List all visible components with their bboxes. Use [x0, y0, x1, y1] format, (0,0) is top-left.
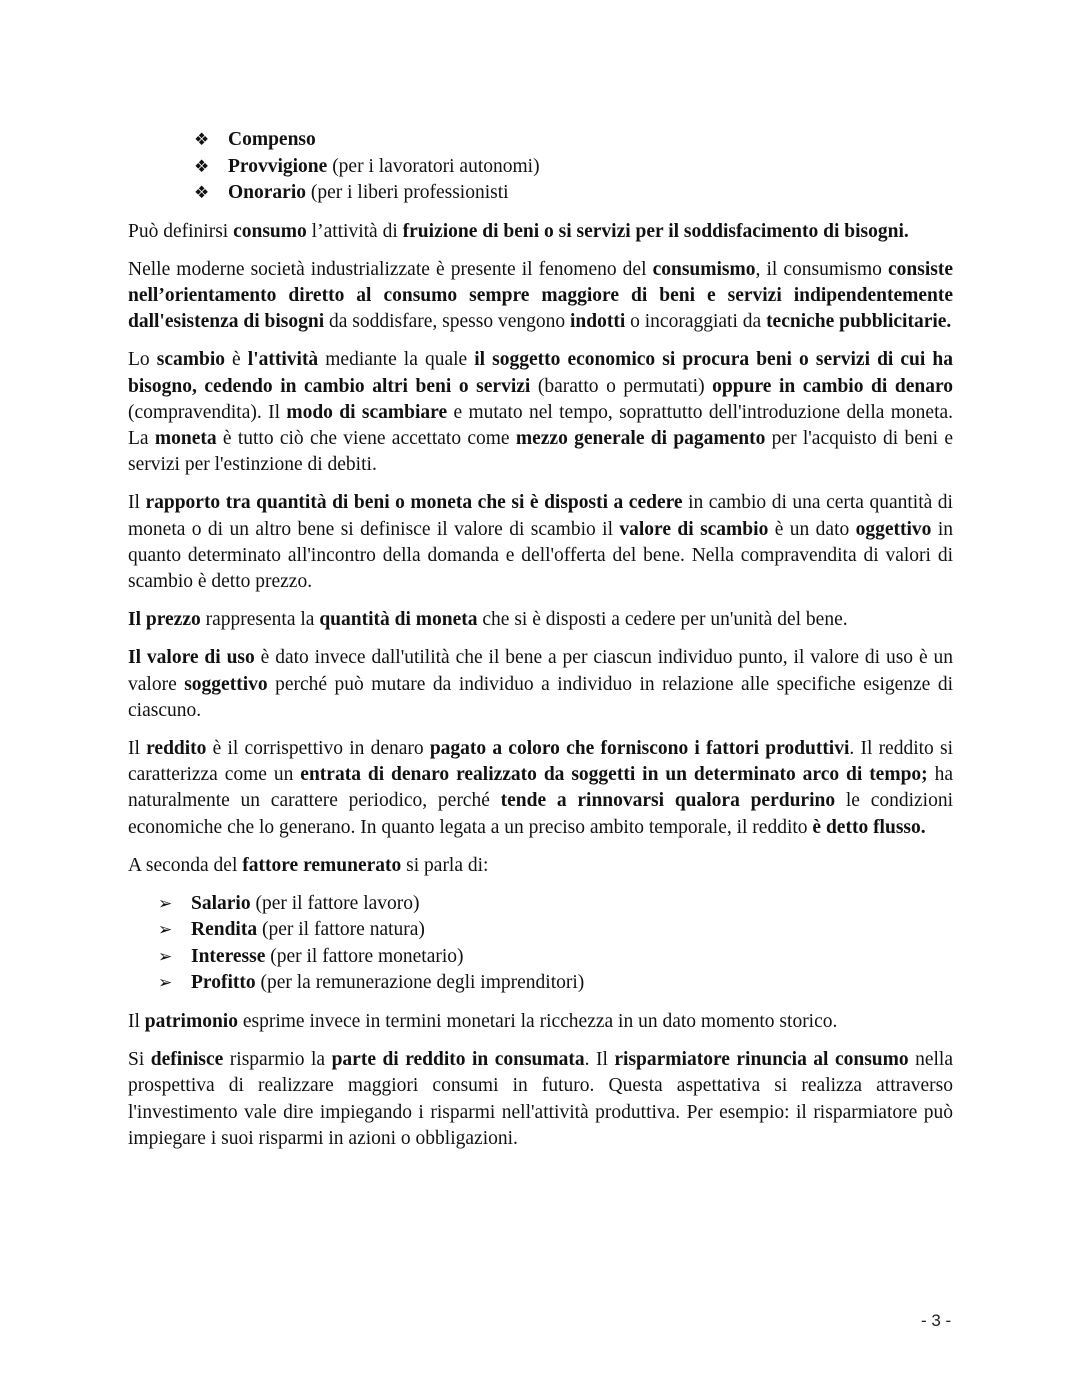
bold-text-run: indotti	[570, 311, 626, 333]
text-run: Il	[128, 737, 147, 759]
bold-text-run: è detto flusso.	[812, 816, 926, 838]
text-run: Può definirsi	[128, 220, 234, 242]
text-run: risparmio la	[223, 1049, 332, 1071]
text-run: in cambio di una certa quantità di moneta o di un altro bene si definisce il valore di scambio il	[128, 492, 953, 540]
bold-text-run: rapporto tra quantità di beni o moneta che si è disposti a cedere	[145, 492, 683, 514]
bold-text-run: oppure in cambio di denaro	[712, 375, 953, 397]
term: Provvigione	[228, 155, 328, 177]
term: Onorario	[228, 182, 306, 203]
arrow-bullet-icon: ➢	[158, 973, 173, 993]
arrow-bullet-icon: ➢	[158, 946, 173, 966]
diamond-bullet-icon: ❖	[194, 183, 210, 202]
bold-text-run: fruizione di beni o si servizi per il soddisfacimento di bisogni.	[402, 220, 909, 242]
list-item	[128, 154, 953, 181]
paragraph-valore-scambio	[128, 490, 953, 595]
arrow-bullet-icon: ➢	[158, 893, 173, 913]
text-run: , il consumismo	[755, 258, 888, 280]
paragraph-consumismo	[128, 257, 953, 336]
term: Compenso	[228, 129, 316, 150]
paragraph-prezzo	[128, 607, 953, 633]
bold-text-run: consiste nell’orientamento diretto al consumo sempre maggiore di beni e servizi indipendentemente dall'esistenza di bisogni	[128, 258, 953, 333]
paragraph-valore-uso	[128, 645, 953, 724]
document-page	[128, 127, 953, 1152]
text-run: per l'acquisto di beni e servizi per l'estinzione di debiti.	[128, 427, 954, 476]
term-note: (per i lavoratori autonomi)	[327, 155, 540, 177]
text-run: perché può mutare da individuo a individuo in relazione alle specifiche esigenze di ciascuno.	[128, 673, 953, 721]
term-note: (per il fattore monetario)	[265, 945, 464, 967]
bold-text-run: tecniche pubblicitarie.	[766, 311, 952, 333]
bold-text-run: consumo	[233, 220, 307, 242]
term-note: (per il fattore lavoro)	[250, 892, 420, 914]
text-run: da soddisfare, spesso vengono	[324, 311, 570, 333]
bold-text-run: Il valore di uso	[128, 647, 255, 669]
text-run: che si è disposti a cedere per un'unità del bene.	[477, 609, 848, 631]
text-run: (baratto o permutati)	[530, 375, 713, 397]
remuneration-terms-list	[128, 127, 953, 207]
paragraph-risparmio	[128, 1047, 953, 1152]
bold-text-run: scambio	[156, 349, 225, 371]
text-run: esprime invece in termini monetari la ricchezza in un dato momento storico.	[237, 1010, 838, 1032]
paragraph-scambio	[128, 347, 953, 478]
paragraph-reddito	[128, 736, 953, 841]
list-item	[128, 891, 953, 918]
text-run: Nelle moderne società industrializzate è presente il fenomeno del	[128, 258, 653, 280]
paragraph-patrimonio	[128, 1009, 953, 1035]
text-run: in quanto determinato all'incontro della domanda e dell'offerta del bene. Nella compravendita di valori di scambio è detto prezzo.	[128, 518, 953, 592]
bold-text-run: tende a rinnovarsi qualora perdurino	[500, 790, 836, 812]
bold-text-run: definisce	[150, 1049, 224, 1071]
text-run: le condizioni economiche che lo generano. In quanto legata a un preciso ambito temporale, il reddito	[128, 790, 954, 838]
text-run: (compravendita). Il	[128, 401, 287, 423]
text-run: si parla di:	[401, 854, 489, 876]
bold-text-run: mezzo generale di pagamento	[515, 427, 766, 449]
bold-text-run: reddito	[146, 737, 207, 759]
list-item	[128, 180, 953, 207]
bold-text-run: pagato a coloro che forniscono i fattori produttivi	[429, 737, 850, 759]
text-run: . Il	[584, 1049, 615, 1071]
term: Rendita	[191, 919, 258, 941]
bold-text-run: patrimonio	[144, 1010, 238, 1032]
text-run: è il corrispettivo in denaro	[206, 737, 430, 759]
list-item	[128, 970, 953, 997]
list-item	[128, 944, 953, 971]
text-run: Il	[128, 1010, 145, 1032]
paragraph-consumo	[128, 219, 953, 245]
text-run: è dato invece dall'utilità che il bene a per ciascun individuo punto, il valore di uso è un valore	[128, 647, 953, 695]
text-run: è tutto ciò che viene accettato come	[216, 427, 516, 449]
text-run: è	[224, 349, 248, 371]
bold-text-run: fattore remunerato	[242, 854, 402, 876]
term: Interesse	[191, 945, 266, 967]
bold-text-run: valore di scambio	[619, 518, 769, 540]
text-run: Lo	[128, 349, 157, 371]
text-run: . Il reddito si caratterizza come un	[128, 737, 953, 786]
bold-text-run: Il prezzo	[128, 609, 201, 631]
text-run: è un dato	[768, 518, 856, 540]
page-number: - 3 -	[921, 1311, 952, 1330]
bold-text-run: moneta	[154, 427, 217, 449]
term-note: (per la remunerazione degli imprenditori)	[255, 972, 585, 994]
bold-text-run: l'attività	[247, 349, 319, 371]
text-run: mediante la quale	[318, 349, 475, 371]
term: Salario	[191, 892, 251, 914]
factor-remuneration-list	[128, 891, 953, 997]
term: Profitto	[191, 972, 256, 994]
paragraph-fattore-remunerato	[128, 853, 953, 879]
text-run: rappresenta la	[200, 609, 320, 631]
text-run: l’attività di	[306, 220, 403, 242]
bold-text-run: quantità di moneta	[319, 609, 478, 631]
bold-text-run: il soggetto economico si procura beni o servizi di cui ha bisogno, cedendo in cambio altri beni o servizi	[128, 349, 953, 397]
text-run: A seconda del	[128, 854, 243, 876]
bold-text-run: parte di reddito in consumata	[331, 1049, 585, 1071]
text-run: o incoraggiati da	[625, 311, 767, 333]
bold-text-run: consumismo	[652, 258, 756, 280]
diamond-bullet-icon: ❖	[194, 156, 210, 176]
text-run: Si	[128, 1049, 151, 1071]
bold-text-run: risparmiatore rinuncia al consumo	[614, 1049, 909, 1071]
term-note: (per i liberi professionisti	[306, 182, 509, 203]
text-run: ha naturalmente un carattere periodico, perché	[128, 764, 954, 812]
text-run: nella prospettiva di realizzare maggiori consumi in futuro. Questa aspettativa si realizza attraverso l'investimento vale dire impiegando i risparmi nell'attività produttiva. Per esempio: il risparmiatore può impiegare i suoi risparmi in azioni o obbligazioni.	[128, 1049, 953, 1149]
bold-text-run: soggettivo	[184, 673, 268, 695]
term-note: (per il fattore natura)	[257, 919, 425, 941]
text-run: Il	[128, 492, 146, 514]
bold-text-run: entrata di denaro realizzato da soggetti in un determinato arco di tempo;	[300, 764, 928, 786]
list-item	[128, 127, 953, 154]
list-item	[128, 917, 953, 944]
diamond-bullet-icon: ❖	[194, 130, 210, 149]
bold-text-run: modo di scambiare	[286, 401, 448, 423]
arrow-bullet-icon: ➢	[158, 920, 173, 940]
text-run: e mutato nel tempo, soprattutto dell'introduzione della moneta. La	[128, 401, 954, 449]
bold-text-run: oggettivo	[855, 518, 932, 540]
